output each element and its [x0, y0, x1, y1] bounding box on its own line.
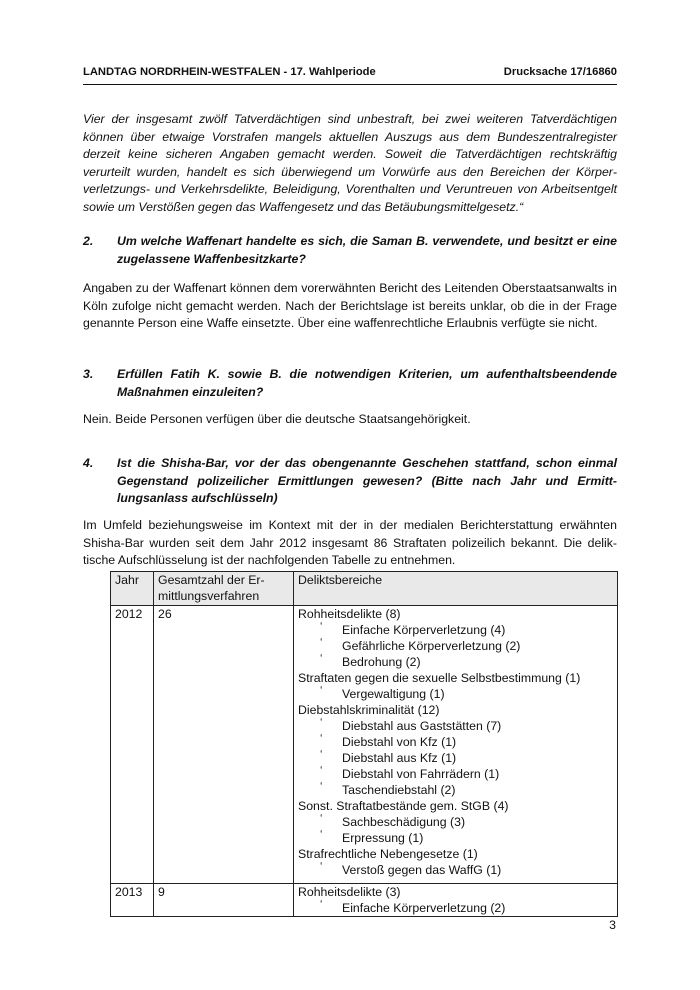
offense-category: Strafrechtliche Nebengesetze (1): [298, 847, 478, 861]
offense-table: [110, 571, 618, 917]
bullet-icon: ʻ: [320, 621, 323, 633]
offense-category: Sonst. Straftatbestände gem. StGB (4): [298, 799, 509, 813]
table-header-row: [111, 572, 618, 606]
bullet-icon: ʻ: [320, 717, 323, 729]
question-text: Ist die Shisha-Bar, vor der das obengenannte Geschehen stattfand, schon einmal Gegenstand polizeilicher Ermittlungen gewesen? (Bitte nach Jahr und Ermittlungsanlass aufschlüsseln): [117, 456, 617, 506]
offense-category: Straftaten gegen die sexuelle Selbstbestimmung (1): [298, 671, 581, 685]
header-title: LANDTAG NORDRHEIN-WESTFALEN - 17. Wahlperiode: [83, 66, 376, 78]
cell-offenses: [294, 884, 618, 917]
answer-3: Nein. Beide Personen verfügen über die deutsche Staatsangehörigkeit.: [83, 412, 471, 426]
offense-category: Rohheitsdelikte (3): [298, 885, 401, 899]
question-number: 2.: [83, 234, 94, 248]
question-4: [83, 455, 617, 508]
cell-year: 2013: [111, 884, 154, 917]
bullet-icon: ʻ: [320, 899, 323, 911]
answer-2: Angaben zu der Waffenart können dem vorerwähnten Bericht des Leitenden Oberstaatsanwalts in Köln zufolge nicht gemacht werden. Nach der Berichtslage ist bereits unklar, ob die in der Frage genannte Person eine Waffe einsetzte. Über eine waffenrechtliche Erlaubnis verfügte sie nicht.: [83, 281, 617, 331]
offense-item: ʻ Sachbeschädigung (3): [320, 813, 466, 829]
bullet-icon: ʻ: [320, 813, 323, 825]
question-3: [83, 366, 617, 401]
column-header-year: Jahr: [111, 572, 154, 606]
bullet-icon: ʻ: [320, 765, 323, 777]
quote-paragraph: Vier der insgesamt zwölf Tatverdächtigen sind unbestraft, bei zwei weiteren Tatverdächtigen können über etwaige Vorstrafen mangels aktuellen Auszugs aus dem Bundeszentralregister derzeit keine sicheren Angaben gemacht werden. Soweit die Tatverdächtigen rechtskräftig verurteilt wurden, handelt es sich überwiegend um Vorwürfe aus den Bereichen der Körperverletzungs- und Verkehrsdelikte, Beleidigung, Vorenthalten und Veruntreuen von Arbeitsentgelt sowie um Verstößen gegen das Waffengesetz und das Betäubungsmittelgesetz.“: [83, 112, 617, 214]
offense-item: ʻ Vergewaltigung (1): [320, 685, 445, 701]
offense-item: ʻ Gefährliche Körperverletzung (2): [320, 637, 521, 653]
question-text: Um welche Waffenart handelte es sich, die Saman B. verwendete, und besitzt er eine zugelassene Waffenbesitzkarte?: [117, 234, 617, 266]
page-number: 3: [609, 918, 616, 932]
cell-total: 26: [154, 606, 294, 884]
bullet-icon: ʻ: [320, 861, 323, 873]
table-row: [111, 884, 618, 917]
offense-item: ʻ Erpressung (1): [320, 829, 424, 845]
offense-item: ʻ Einfache Körperverletzung (4): [320, 621, 506, 637]
question-number: 4.: [83, 456, 94, 470]
cell-year: 2012: [111, 606, 154, 884]
question-2: [83, 233, 617, 268]
bullet-icon: ʻ: [320, 637, 323, 649]
answer-4: Im Umfeld beziehungsweise im Kontext mit der in der medialen Berichterstattung erwähnten Shisha-Bar wurden seit dem Jahr 2012 insgesamt 86 Straftaten polizeilich bekannt. Die deliktische Aufschlüsselung ist der nachfolgenden Tabelle zu entnehmen.: [83, 518, 617, 568]
table-row: [111, 606, 618, 884]
page-header: [83, 66, 617, 85]
offense-item: ʻ Diebstahl von Kfz (1): [320, 733, 457, 749]
cell-total: 9: [154, 884, 294, 917]
bullet-icon: ʻ: [320, 781, 323, 793]
cell-offenses: [294, 606, 618, 884]
offense-category: Rohheitsdelikte (8): [298, 607, 401, 621]
bullet-icon: ʻ: [320, 829, 323, 841]
bullet-icon: ʻ: [320, 749, 323, 761]
column-header-total: Gesamtzahl der Ermittlungsverfahren: [154, 572, 294, 606]
offense-category: Diebstahlskriminalität (12): [298, 703, 440, 717]
question-text: Erfüllen Fatih K. sowie B. die notwendigen Kriterien, um aufenthaltsbeendende Maßnahmen einzuleiten?: [117, 367, 617, 399]
column-header-offenses: Deliktsbereiche: [294, 572, 618, 606]
header-drucksache: Drucksache 17/16860: [503, 66, 617, 78]
offense-item: ʻ Diebstahl aus Kfz (1): [320, 749, 457, 765]
offense-item: ʻ Einfache Körperverletzung (2): [320, 899, 506, 915]
offense-item: ʻ Diebstahl von Fahrrädern (1): [320, 765, 500, 781]
offense-item: ʻ Bedrohung (2): [320, 653, 421, 669]
question-number: 3.: [83, 367, 94, 381]
bullet-icon: ʻ: [320, 685, 323, 697]
bullet-icon: ʻ: [320, 733, 323, 745]
bullet-icon: ʻ: [320, 653, 323, 665]
offense-item: ʻ Verstoß gegen das WaffG (1): [320, 861, 502, 877]
offense-item: ʻ Diebstahl aus Gaststätten (7): [320, 717, 502, 733]
offense-item: ʻ Taschendiebstahl (2): [320, 781, 456, 797]
